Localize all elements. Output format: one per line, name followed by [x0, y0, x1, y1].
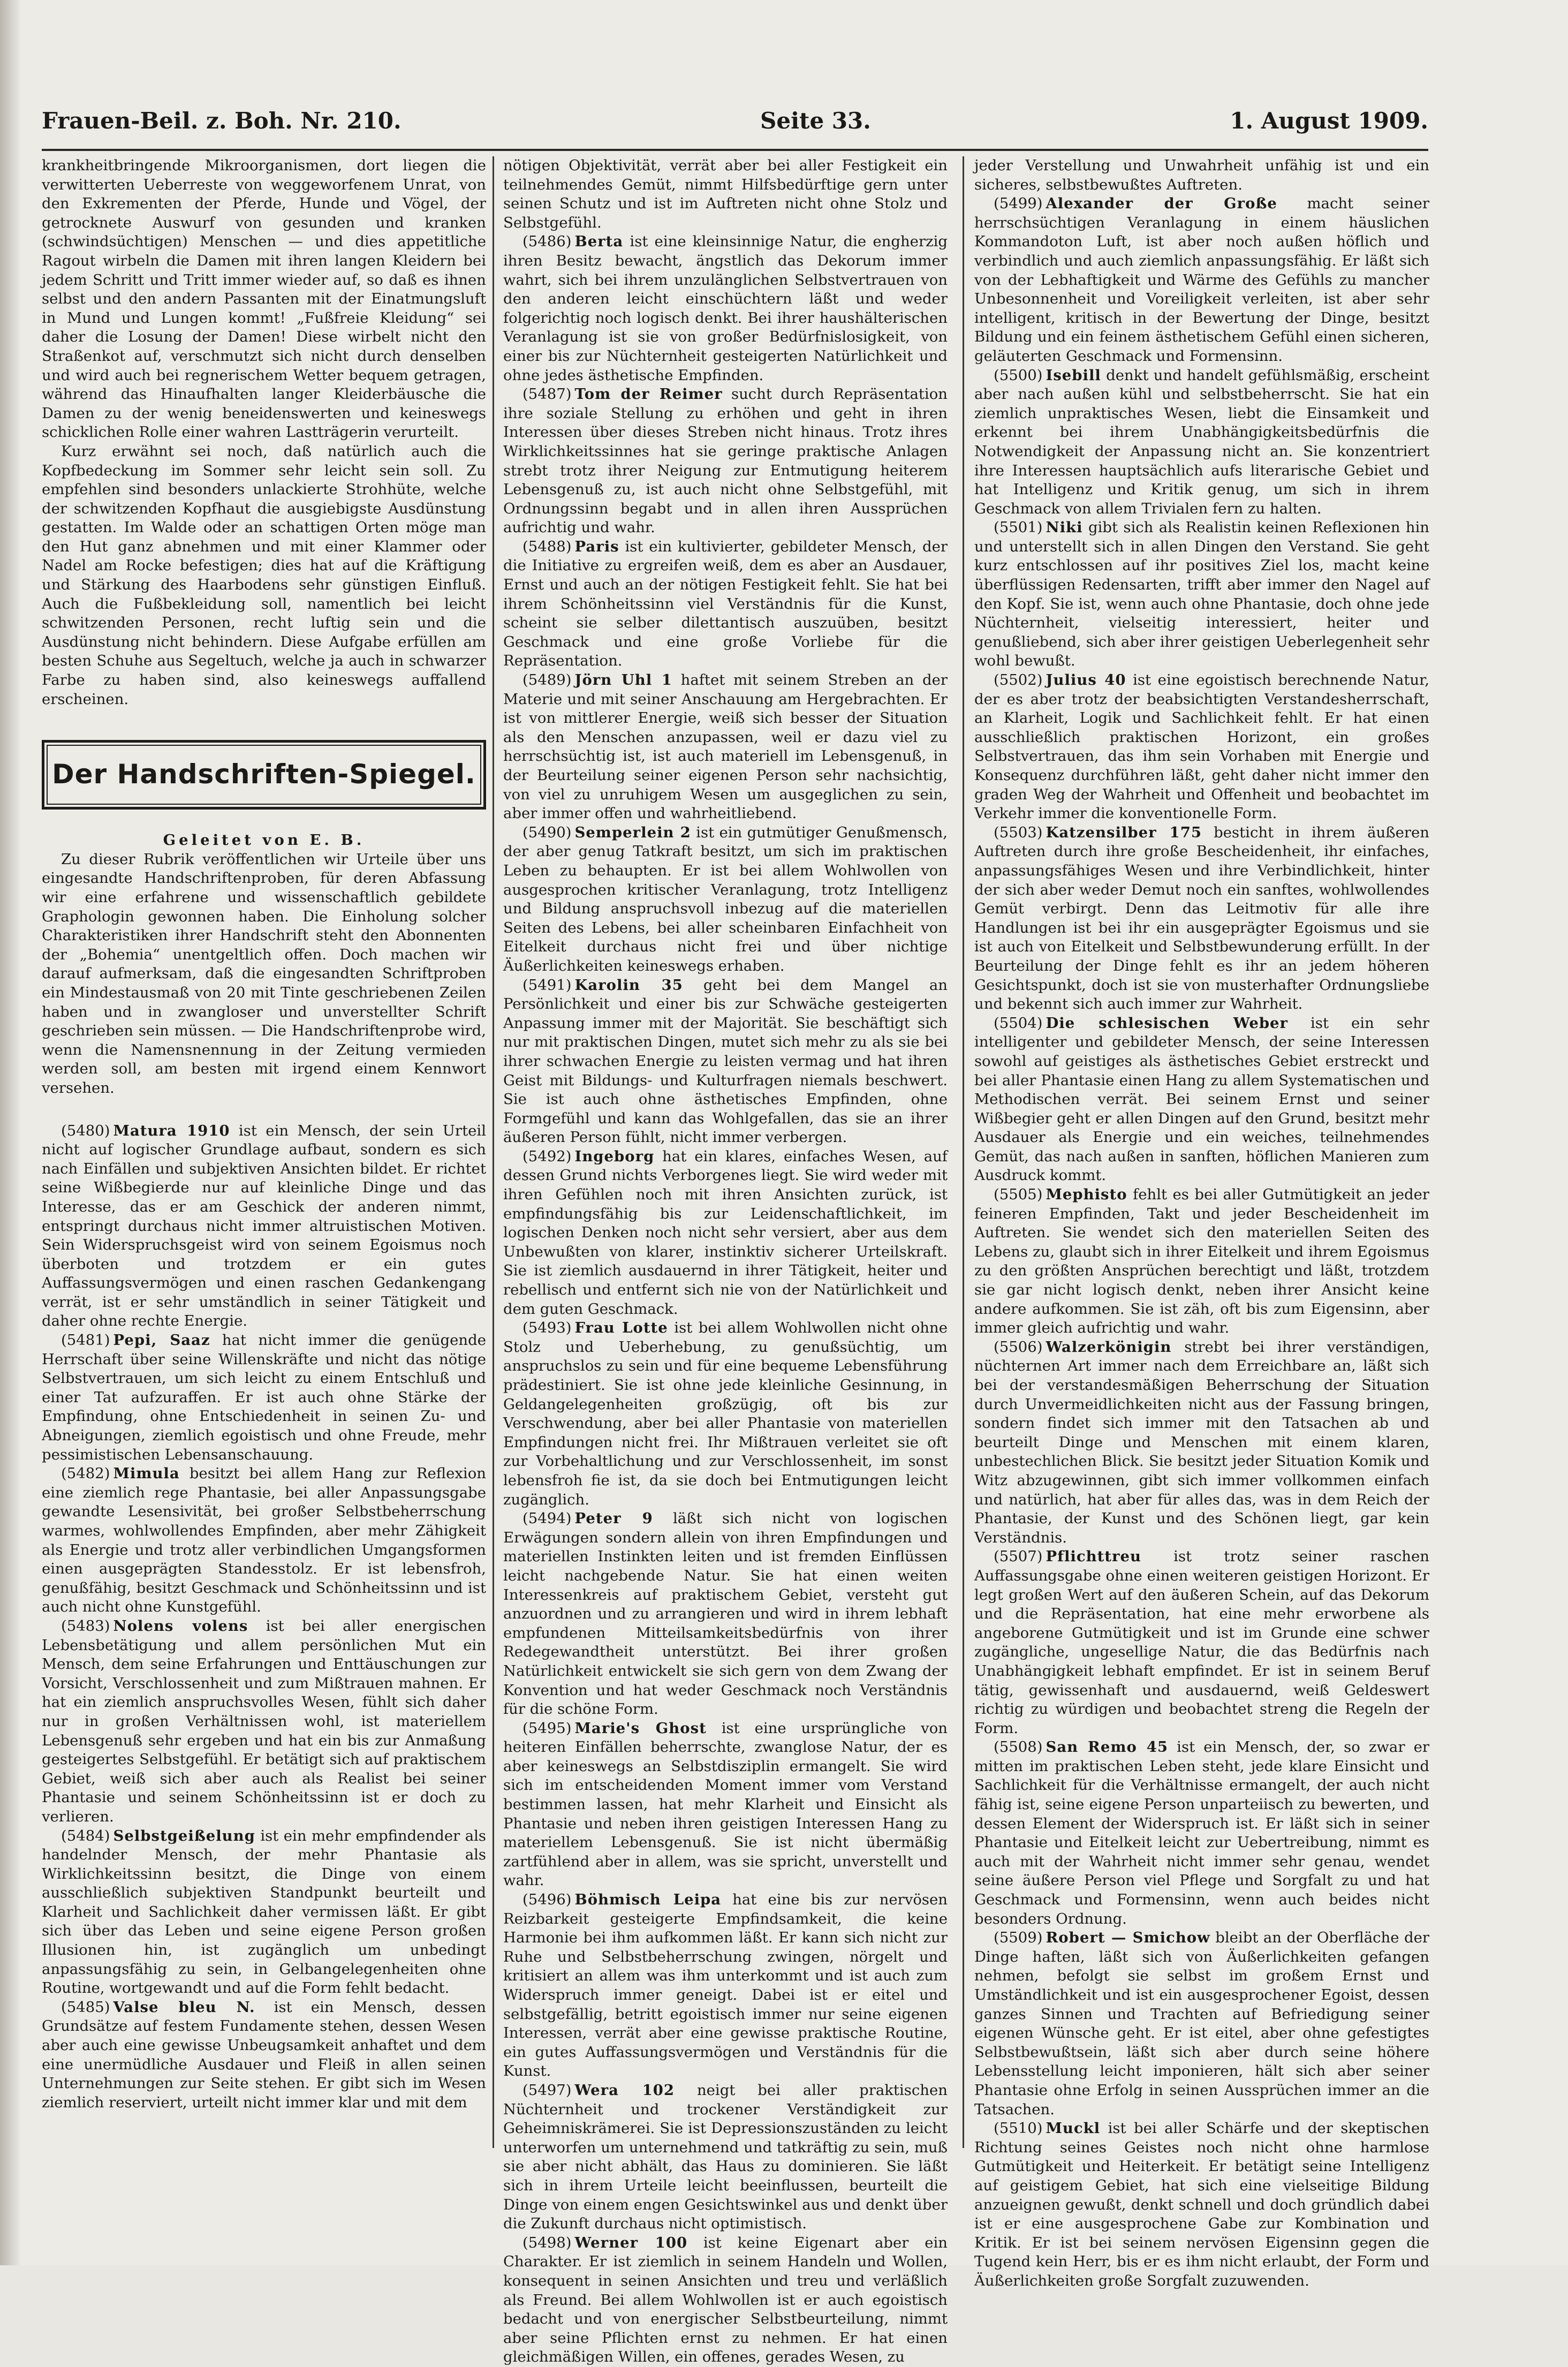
- entry-number: (5488): [522, 538, 572, 555]
- handwriting-entry: [503, 1147, 948, 1319]
- entry-number: (5507): [994, 1548, 1043, 1566]
- column-1: [42, 156, 486, 2112]
- entry-codename: Robert — Smichow: [1046, 1929, 1210, 1947]
- entry-codename: Muckl: [1046, 2120, 1101, 2137]
- handwriting-entry: [503, 1890, 948, 2081]
- entry-codename: Peter 9: [574, 1510, 653, 1527]
- entry-number: (5497): [522, 2081, 572, 2099]
- entry-codename: Matura 1910: [113, 1122, 230, 1139]
- entry-text: ist eine ursprüngliche von heiteren Einfällen beherrschte, zwanglose Natur, der es aber keineswegs an Selbstdisziplin ermangelt. Sie wird sich im entscheidenden Moment immer vom Verstand bestimmen lassen, hat mehr Klarheit und Einsicht als Phantasie und neben ihren geistigen Interessen Hang zu materiellem Lebensgenuß. Sie ist nicht übermäßig zartfühlend aber in allem, was sie spricht, unverstellt und wahr.: [503, 1719, 948, 1889]
- entry-number: (5499): [994, 195, 1043, 213]
- header-page-number: Seite 33.: [760, 107, 871, 134]
- handwriting-entry: [974, 1338, 1429, 1548]
- entry-text: bleibt an der Oberfläche der Dinge haften, läßt sich von Äußerlichkeiten gefangen nehmen, befolgt sie selbst im großem Ernst und Umständlichkeit und ist ein ausgesprochener Egoist, dessen ganzes Sinnen und Trachten auf Befriedigung seiner eigenen Wünsche geht. Er ist eitel, aber ohne gefestigtes Selbstbewußtsein, läßt sich aber durch seine höhere Lebensstellung leicht imponieren, hält sich aber seiner Phantasie ohne Erfolg in seinen Aussprüchen immer an die Tatsachen.: [974, 1929, 1430, 2118]
- handwriting-entry: [503, 538, 948, 671]
- entry-number: (5484): [61, 1827, 110, 1844]
- column-2: [503, 156, 948, 2367]
- entry-text: ist trotz seiner raschen Auffassungsgabe ohne einen weiteren geistigen Horizont. Er legt großen Wert auf den äußeren Schein, auf das Dekorum und die Repräsentation, hat eine mehr erworbene als angeborene Gutmütigkeit und ist im Grunde eine schwer zugängliche, ungesellige Natur, die das Bedürfnis nach Unabhängigkeit lebhaft empfindet. Er ist in seinem Beruf tätig, gewissenhaft und ausdauernd, weiß Geldeswert richtig zu würdigen und beobachtet streng die Regeln der Form.: [974, 1548, 1429, 1737]
- entry-number: (5485): [61, 1998, 110, 2016]
- entry-text: ist ein gutmütiger Genußmensch, der aber genug Tatkraft besitzt, um sich im praktischen Leben zu behaupten. Er ist bei allem Wohlwollen von ausgesprochen kritischer Veranlagung, trotz Intelligenz und Bildung anspruchsvoll inbezug auf die materiellen Seiten des Lebens, bei aller scheinbaren Einfachheit von Eitelkeit durchaus nicht frei und über nichtige Äußerlichkeiten keineswegs erhaben.: [503, 823, 948, 974]
- entry-codename: Mephisto: [1046, 1186, 1127, 1204]
- entry-text: fehlt es bei aller Gutmütigkeit an jeder feineren Empfinden, Takt und jeder Bescheidenheit im Auftreten. Sie wendet sich den materiellen Seiten des Lebens zu, glaubt sich in ihrer Eitelkeit und ihrem Egoismus zu den größten Ansprüchen berechtigt und läßt, trotzdem sie gar nicht logisch denkt, neben ihrer Ansicht keine andere aufkommen. Sie ist zäh, oft bis zum Eigensinn, aber immer gleich aufrichtig und wahr.: [974, 1186, 1429, 1337]
- entry-number: (5503): [994, 823, 1043, 841]
- article-paragraph: Kurz erwähnt sei noch, daß natürlich auch die Kopfbedeckung im Sommer sehr leicht sein soll. Zu empfehlen sind besonders unlackierte Strohhüte, welche der schwitzenden Kopfhaut die ausgiebigste Ausdünstung gestatten. Im Walde oder an schattigen Orten möge man den Hut ganz abnehmen und mit einer Klammer oder Nadel am Rocke befestigen; dies hat auf die Kräftigung und Stärkung des Haarbodens sehr günstigen Einfluß. Auch die Fußbekleidung soll, namentlich bei leicht schwitzenden Personen, recht luftig sein und die Ausdünstung nicht behindern. Diese Aufgabe erfüllen am besten Schuhe aus Segeltuch, welche ja auch in schwarzer Farbe zu haben sind, also keineswegs auffallend erscheinen.: [42, 442, 486, 708]
- entry-codename: Böhmisch Leipa: [574, 1891, 722, 1909]
- entry-number: (5495): [522, 1719, 572, 1737]
- entry-number: (5491): [522, 976, 572, 994]
- entry-codename: Niki: [1046, 519, 1083, 536]
- entry-text: hat eine bis zur nervösen Reizbarkeit gesteigerte Empfindsamkeit, die keine Harmonie bei ihm aufkommen läßt. Er kann sich nicht zur Ruhe und Selbstbeherrschung zwingen, nörgelt und kritisiert an allem was ihm unterkommt und ist auch zum Widerspruch immer geneigt. Dabei ist er eitel und selbstgefällig, betritt egoistisch immer nur seine eigenen Interessen, verrät aber eine gewisse praktische Routine, ein gutes Auffassungsvermögen und Verständnis für die Kunst.: [503, 1891, 948, 2080]
- entry-number: (5492): [522, 1147, 572, 1165]
- section-heading-box: [42, 740, 486, 810]
- entry-number: (5501): [994, 519, 1043, 536]
- page-header: [42, 102, 1428, 139]
- handwriting-entry: [974, 671, 1429, 823]
- entry-continuation: nötigen Objektivität, verrät aber bei aller Festigkeit ein teilnehmendes Gemüt, nimmt Hilfsbedürftige gern unter seinen Schutz und ist im Auftreten nicht ohne Stolz und Selbstgefühl.: [503, 157, 948, 231]
- handwriting-entry: [42, 1827, 486, 1998]
- entry-text: besticht in ihrem äußeren Auftreten durch ihre große Bescheidenheit, ihr einfaches, anpassungsfähiges Wesen und ihre Verbindlichkeit, hinter der sich aber weder Demut noch ein sanftes, wohlwollendes Gemüt verbirgt. Denn das Leitmotiv für alle ihre Handlungen ist bei ihr ein ausgeprägter Egoismus und sie ist auch von Eitelkeit und Selbstbewunderung erfüllt. In der Beurteilung der Dinge fehlt es ihr an jedem höheren Gesichtspunkt, doch ist sie von musterhafter Ordnungsliebe und bekennt sich auch immer zur Wahrheit.: [974, 823, 1429, 1013]
- entry-text: sucht durch Repräsentation ihre soziale Stellung zu erhöhen und geht in ihren Interessen über dieses Streben nicht hinaus. Trotz ihres Wirklichkeitssinnes hat sie geringe praktische Anlagen strebt trotz ihrer Neigung zur Entmutigung heiterem Lebensgenuß zu, ist auch nicht ohne Selbstgefühl, mit Ordnungssinn begabt und in allen ihren Aussprüchen aufrichtig und wahr.: [503, 385, 948, 536]
- header-rule: [42, 149, 1428, 151]
- entry-text: ist ein Mensch, der, so zwar er mitten im praktischen Leben steht, jede klare Einsicht und Sachlichkeit für die Verhältnisse ermangelt, der auch nicht fähig ist, seine eigene Person unparteiisch zu bewerten, und dessen Element der Widerspruch ist. Er läßt sich in seiner Phantasie und Eitelkeit leicht zur Uebertreibung, nimmt es auch mit der Wahrheit nicht immer sehr genau, wendet seine äußere Person viel Pflege und Sorgfalt zu und hat Geschmack und Formensinn, wenn auch beides nicht besonders Ordnung.: [974, 1738, 1429, 1927]
- column-rule-1: [493, 156, 494, 2148]
- page-edge-shadow: [0, 0, 21, 2265]
- entry-codename: Frau Lotte: [574, 1319, 668, 1337]
- entry-text: ist eine kleinsinnige Natur, die engherzig ihren Besitz bewacht, ängstlich das Dekorum immer wahrt, sich bei ihrem unzulänglichen Selbstvertrauen von den anderen leicht einschüchtern läßt und weder folgerichtig noch logisch denkt. Bei ihrer haushälterischen Veranlagung ist sie von großer Bedürfnislosigkeit, von einer bis zur Nüchternheit gesteigerten Natürlichkeit und ohne jedes ästhetische Empfinden.: [503, 233, 948, 384]
- entry-text: strebt bei ihrer verständigen, nüchternen Art immer nach dem Erreichbare an, läßt sich bei der verstandesmäßigen Beherrschung der Situation durch Unvermeidlichkeiten nicht aus der Fassung bringen, sondern findet sich immer mit den Tatsachen ab und beurteilt Dinge und Menschen mit einem klaren, unbestechlichen Blick. Sie besitzt jeder Situation Komik und Witz abzugewinnen, gibt sich immer vollkommen einfach und natürlich, hat aber für alles das, was in dem Reich der Phantasie, der Kunst und des Schönen liegt, gar kein Verständnis.: [974, 1338, 1429, 1546]
- entry-text: ist ein kultivierter, gebildeter Mensch, der die Initiative zu ergreifen weiß, dem es aber an Ausdauer, Ernst und auch an der nötigen Festigkeit fehlt. Sie hat bei ihrem Schönheitssinn viel Verständnis für die Kunst, scheint sie selber dilettantisch auszuüben, besitzt Geschmack und eine große Vorliebe für die Repräsentation.: [503, 538, 948, 670]
- entry-text: ist ein sehr intelligenter und gebildeter Mensch, der seine Interessen sowohl auf geistiges als ästhetisches Gebiet erstreckt und bei aller Phantasie einen Hang zu allem Systematischen und Methodischen verrät. Bei seinem Ernst und seiner Wißbegier geht er allen Dingen auf den Grund, besitzt mehr Ausdauer als Energie und ein weiches, teilnehmendes Gemüt, das nach außen in sanften, höflichen Manieren zum Ausdruck kommt.: [974, 1014, 1430, 1184]
- handwriting-entry: [42, 1122, 486, 1332]
- handwriting-entry: [974, 1547, 1429, 1738]
- handwriting-entry: [503, 976, 948, 1147]
- entry-codename: Semperlein 2: [574, 823, 691, 841]
- entry-text: ist ein Mensch, dessen Grundsätze auf festem Fundamente stehen, dessen Wesen aber auch eine gewisse Unbeugsamkeit anhaftet und dem eine unermüdliche Ausdauer und Fleiß in allen seinen Unternehmungen zur Seite stehen. Er gibt sich im Wesen ziemlich reserviert, urteilt nicht immer klar und mit dem: [42, 1998, 486, 2111]
- entry-text: ist bei allem Wohlwollen nicht ohne Stolz und Ueberhebung, zu genußsüchtig, um anspruchslos zu sein und für eine bequeme Lebensführung prädestiniert. Sie ist ohne jede kleinliche Gesinnung, in Geldangelegenheiten großzügig, oft bis zur Verschwendung, aber bei aller Phantasie von materiellen Empfindungen nicht frei. Ihr Mißtrauen verleitet sie oft zur Vorbehaltlichung und zur Verschlossenheit, im sonst lebensfroh fie ist, da sie doch bei Entmutigungen leicht zugänglich.: [503, 1319, 948, 1508]
- entry-number: (5505): [994, 1186, 1043, 1204]
- entry-list: [42, 1122, 486, 2113]
- entry-text: hat nicht immer die genügende Herrschaft über seine Willenskräfte und nicht das nötige Selbstvertrauen, um sich leicht zu einem Entschluß und einer Tat aufzuraffen. Er ist auch ohne Stärke der Empfindung, ohne Entschiedenheit in seinen Zu- und Abneigungen, ziemlich egoistisch und ohne Freude, mehr pessimistischen Lebensanschauung.: [42, 1332, 487, 1463]
- handwriting-entry: [42, 1464, 486, 1617]
- entry-codename: Ingeborg: [574, 1147, 655, 1165]
- handwriting-entry: [503, 1509, 948, 1719]
- entry-number: (5508): [994, 1738, 1043, 1756]
- entry-number: (5506): [994, 1338, 1043, 1356]
- entry-codename: Werner 100: [574, 2234, 688, 2251]
- entry-number: (5482): [61, 1465, 110, 1483]
- section-intro: Zu dieser Rubrik veröffentlichen wir Urteile über uns eingesandte Handschriftenproben, für deren Abfassung wir eine erfahrene und wissenschaftlich gebildete Graphologin gewonnen haben. Die Einholung solcher Charakteristiken ihrer Handschrift steht den Abonnenten der „Bohemia“ unentgeltlich offen. Doch machen wir darauf aufmerksam, daß die eingesandten Schriftproben ein Mindestausmaß von 20 mit Tinte geschriebenen Zeilen haben und in zwangloser und unverstellter Schrift geschrieben sein müssen. — Die Handschriftenprobe wird, wenn die Namensnennung in der Zeitung vermieden werden soll, am besten mit irgend einem Kennwort versehen.: [42, 850, 486, 1096]
- handwriting-entry: [503, 2081, 948, 2234]
- handwriting-entry: [503, 2234, 948, 2367]
- entry-number: (5486): [522, 233, 572, 251]
- handwriting-entry: [503, 671, 948, 823]
- entry-codename: Die schlesischen Weber: [1046, 1014, 1289, 1032]
- entry-number: (5500): [994, 366, 1043, 384]
- entry-text: ist keine Eigenart aber ein Charakter. Er ist ziemlich in seinem Handeln und Wollen, konsequent in seinen Ansichten und treu und verläßlich als Freund. Bei allem Wohlwollen ist er auch egoistisch bedacht und von energischer Selbstbeurteilung, nimmt aber seine Pflichten ernst zu nehmen. Er hat einen gleichmäßigen Willen, ein offenes, gerades Wesen, zu: [503, 2234, 948, 2366]
- handwriting-entry: [503, 1719, 948, 1890]
- entry-text: ist bei aller Schärfe und der skeptischen Richtung seines Geistes noch nicht ohne harmlose Gutmütigkeit und Heiterkeit. Er betätigt seine Intelligenz auf geistigem Gebiet, hat sich eine vielseitige Bildung anzueignen gewußt, denkt schnell und doch gründlich dabei ist er eine ausgesprochene Gabe zur Kombination und Kritik. Er ist bei seinem nervösen Eigensinn gegen die Tugend kein Herr, bis er es ihm nicht erlaubt, der Form und Äußerlichkeiten große Sorgfalt zuzuwenden.: [974, 2120, 1429, 2289]
- entry-codename: Pepi, Saaz: [113, 1332, 210, 1349]
- entry-text: läßt sich nicht von logischen Erwägungen sondern allein von ihren Empfindungen und materiellen Instinkten leiten und ist fremden Einflüssen leicht nachgebende Natur. Sie hat einen weiten Interessenkreis auf praktischem Gebiet, versteht gut anzuordnen und zu arrangieren und wird in ihrem lebhaft empfundenen Mitteilsamkeitsbedürfnis von ihrer Redegewandtheit unterstützt. Bei ihrer großen Natürlichkeit entwickelt sie sich gern von dem Zwang der Konvention und hat weder Geschmack noch Verständnis für die schöne Form.: [503, 1510, 948, 1718]
- header-publication: Frauen-Beil. z. Boh. Nr. 210.: [42, 107, 402, 134]
- entry-codename: Mimula: [113, 1465, 180, 1483]
- handwriting-entry: [503, 1319, 948, 1509]
- entry-text: ist ein Mensch, der sein Urteil nicht auf logischer Grundlage aufbaut, sondern es sich nach Einfällen und subjektiven Ansichten bildet. Er richtet seine Wißbegierde nur auf kleinliche Dinge und das Interesse, das er am Geschick der anderen nimmt, entspringt durchaus nicht immer altruistischen Motiven. Sein Widerspruchsgeist wird von seinem Egoismus noch überboten und trotzdem er ein gutes Auffassungsvermögen und einen raschen Gedankengang verrät, ist er sehr umständlich in seiner Tätigkeit und daher ohne rechte Energie.: [42, 1122, 486, 1330]
- entry-codename: Jörn Uhl 1: [574, 671, 672, 689]
- entry-codename: Marie's Ghost: [574, 1719, 707, 1737]
- handwriting-entry: [974, 1738, 1429, 1929]
- handwriting-entry: [974, 194, 1429, 366]
- handwriting-entry: [503, 232, 948, 385]
- header-date: 1. August 1909.: [1230, 107, 1428, 134]
- handwriting-entry: [42, 1617, 486, 1827]
- entry-number: (5487): [522, 385, 572, 403]
- section-heading-inner: [47, 745, 481, 805]
- section-byline: Geleitet von E. B.: [163, 831, 365, 849]
- entry-text: ist ein mehr empfindender als handelnder Mensch, der mehr Phantasie als Wirklichkeitssinn besitzt, die Dinge von einem ausschließlich subjektiven Standpunkt beurteilt und Klarheit und Sachlichkeit daher vermissen läßt. Er gibt sich über das Leben und seine eigene Person großen Illusionen hin, ist zugänglich um unbedingt anpassungsfähig zu sein, in Gelbangelegenheiten ohne Routine, wortgewandt und auf die Form fehlt bedacht.: [42, 1827, 486, 1997]
- entry-codename: Paris: [574, 538, 619, 555]
- entry-number: (5494): [522, 1510, 572, 1527]
- handwriting-entry: [974, 1929, 1429, 2119]
- handwriting-entry: [974, 1014, 1429, 1185]
- entry-text: macht seiner herrschsüchtigen Veranlagung in einem häuslichen Kommandoton Luft, ist aber noch außen höflich und verbindlich und auch ziemlich anpassungsfähig. Er läßt sich von der Lebhaftigkeit und Wärme des Gefühls zu mancher Unbesonnenheit und Voreiligkeit verleiten, ist aber sehr intelligent, kritisch in der Bewertung der Dinge, besitzt Bildung und ein feinem ästhetischem Gefühl einen sicheren, geläuterten Geschmack und Formensinn.: [974, 195, 1429, 365]
- handwriting-entry: [974, 366, 1429, 519]
- entry-number: (5480): [61, 1122, 110, 1139]
- handwriting-entry: [503, 823, 948, 976]
- entry-codename: Walzerkönigin: [1046, 1338, 1172, 1356]
- handwriting-entry: [974, 518, 1429, 671]
- entry-number: (5496): [522, 1891, 572, 1909]
- entry-number: (5493): [522, 1319, 572, 1337]
- entry-number: (5481): [61, 1332, 110, 1349]
- entry-codename: Pflichttreu: [1046, 1548, 1141, 1566]
- article-paragraph: krankheitbringende Mikroorganismen, dort liegen die verwitterten Ueberreste von weggeworfenem Unrat, von den Exkrementen der Pferde, Hunde und Vögel, der getrocknete Auswurf von gesunden und kranken (schwindsüchtigen) Menschen — und dies appetitliche Ragout wirbeln die Damen mit ihren langen Kleidern bei jedem Schritt und Tritt immer wieder auf, so daß es ihnen selbst und den andern Passanten mit der Einatmungsluft in Mund und Lungen kommt! „Fußfreie Kleidung“ sei daher die Losung der Damen! Diese wirbelt nicht den Straßenkot auf, verschmutzt sich nicht durch denselben und wird auch bei regnerischem Wetter bequem getragen, während das Hinaufhalten langer Kleiderbäusche die Damen zu der wenig beneidenswerten und keineswegs schicklichen Rolle einer wahren Lastträgerin verurteilt.: [42, 157, 486, 441]
- entry-text: denkt und handelt gefühlsmäßig, erscheint aber nach außen kühl und selbstbeherrscht. Sie hat ein ziemlich unpraktisches Wesen, liebt die Einsamkeit und erkennt bei ihrem Unabhängigkeitsbedürfnis die Notwendigkeit der Anpassung nicht an. Sie konzentriert ihre Interessen hauptsächlich aufs literarische Gebiet und hat Intelligenz und Kritik genug, um sich in ihrem Geschmack von allem Trivialen fern zu halten.: [974, 366, 1429, 517]
- entry-codename: Valse bleu N.: [113, 1998, 255, 2016]
- column-rule-2: [963, 156, 964, 2148]
- entry-continuation: jeder Verstellung und Unwahrheit unfähig ist und ein sicheres, selbstbewußtes Auftreten.: [974, 157, 1429, 193]
- entry-codename: Alexander der Große: [1046, 195, 1277, 213]
- entry-text: ist eine egoistisch berechnende Natur, der es aber trotz der beabsichtigten Verstandesherrschaft, an Klarheit, Logik und Sachlichkeit fehlt. Er hat einen ausschließlich praktischen Horizont, ein großes Selbstvertrauen, das ihm sein Vorhaben mit Energie und Konsequenz durchführen läßt, geht daher nicht immer den graden Weg der Wahrheit und Offenheit und beobachtet im Verkehr immer die konventionelle Form.: [974, 671, 1429, 822]
- entry-codename: Isebill: [1046, 366, 1101, 384]
- entry-text: besitzt bei allem Hang zur Reflexion eine ziemlich rege Phantasie, bei aller Anpassungsgabe gewandte Lesensivität, bei großer Selbstbeherrschung warmes, wohlwollendes Empfinden, aber mehr Zähigkeit als Energie und trotz aller verbindlichen Umgangsformen einen ausgeprägten Standesstolz. Er ist lebensfroh, genußfähig, besitzt Geschmack und Schönheitssinn und ist auch nicht ohne Kunstgefühl.: [42, 1465, 486, 1616]
- entry-codename: Julius 40: [1046, 671, 1126, 689]
- section-title: Der Handschriften-Spiegel.: [52, 759, 476, 790]
- entry-codename: Katzensilber 175: [1046, 823, 1202, 841]
- entry-number: (5498): [522, 2234, 572, 2251]
- entry-codename: Berta: [574, 233, 624, 251]
- entry-codename: Karolin 35: [574, 976, 683, 994]
- entry-text: geht bei dem Mangel an Persönlichkeit und einer bis zur Schwäche gesteigerten Anpassung immer mit der Majorität. Sie beschäftigt sich nur mit praktischen Dingen, mutet sich mehr zu als sie bei ihrer schwachen Energie zu leisten vermag und hat ihren Geist mit Bildungs- und Kulturfragen niemals beschwert. Sie ist auch ohne ästhetisches Empfinden, ohne Formgefühl und kann das Wohlgefallen, das sie an ihrer äußeren Person fühlt, nicht immer verbergen.: [503, 976, 948, 1146]
- entry-text: gibt sich als Realistin keinen Reflexionen hin und unterstellt sich in allen Dingen den Verstand. Sie geht kurz entschlossen auf ihr positives Ziel los, macht keine überflüssigen Redensarten, trifft aber immer den Nagel auf den Kopf. Sie ist, wenn auch ohne Phantasie, doch ohne jede Nüchternheit, vielseitig interessiert, heiter und genußliebend, sich aber ihrer geistigen Ueberlegenheit sehr wohl bewußt.: [974, 519, 1430, 670]
- entry-list: [974, 194, 1429, 2290]
- entry-number: (5490): [522, 823, 572, 841]
- column-3: [974, 156, 1429, 2291]
- entry-text: haftet mit seinem Streben an der Materie und mit seiner Anschauung am Hergebrachten. Er ist von mittlerer Energie, weiß sich besser der Situation als den Menschen anzupassen, weil er dazu viel zu herrschsüchtig ist, ist auch materiell im Lebensgenuß, in der Beurteilung seiner eigenen Person sehr nachsichtig, von viel zu unruhigem Wesen um ausgeglichen zu sein, aber immer offen und wahrheitliebend.: [503, 671, 948, 822]
- entry-number: (5483): [61, 1617, 110, 1635]
- entry-number: (5509): [994, 1929, 1043, 1947]
- entry-codename: Wera 102: [574, 2081, 675, 2099]
- entry-codename: Selbstgeißelung: [113, 1827, 255, 1844]
- entry-list: [503, 232, 948, 2367]
- handwriting-entry: [42, 1998, 486, 2113]
- entry-text: neigt bei aller praktischen Nüchternheit und trockener Verständigkeit zur Geheimniskrämerei. Sie ist Depressionszuständen zu leicht unterworfen um unternehmend und tatkräftig zu sein, muß sie aber nicht abhält, das Haus zu dominieren. Sie läßt sich in ihrem Urteile leicht beeinflussen, beurteilt die Dinge von einem engen Gesichtswinkel aus und denkt über die Zukunft durchaus nicht optimistisch.: [503, 2081, 948, 2233]
- entry-number: (5502): [994, 671, 1043, 689]
- entry-number: (5504): [994, 1014, 1043, 1032]
- handwriting-entry: [503, 385, 948, 538]
- entry-number: (5510): [994, 2120, 1043, 2137]
- handwriting-entry: [974, 1185, 1429, 1338]
- entry-codename: Nolens volens: [113, 1617, 248, 1635]
- handwriting-entry: [42, 1331, 486, 1464]
- entry-codename: San Remo 45: [1046, 1738, 1169, 1756]
- entry-text: ist bei aller energischen Lebensbetätigung und allem persönlichen Mut ein Mensch, dem seine Erfahrungen und Enttäuschungen zur Vorsicht, Verschlossenheit und zum Mißtrauen mahnen. Er hat ein ziemlich anspruchsvolles Wesen, fühlt sich daher nur in großen Verhältnissen wohl, ist materiellem Lebensgenuß sehr ergeben und hat ein bis zur Anmaßung gesteigertes Selbstgefühl. Er betätigt sich auf praktischem Gebiet, weiß sich aber auch als Realist bei seiner Phantasie und seinem Schönheitssinn ist er doch zu verlieren.: [42, 1617, 486, 1825]
- entry-codename: Tom der Reimer: [574, 385, 723, 403]
- entry-text: hat ein klares, einfaches Wesen, auf dessen Grund nichts Verborgenes liegt. Sie wird weder mit ihren Gefühlen noch mit ihren Ansichten zurück, ist empfindungsfähig bis zur Leidenschaftlichkeit, im logischen Denken noch nicht sehr versiert, aber aus dem Unbewußten von klarer, instinktiv sicherer Urteilskraft. Sie ist ziemlich ausdauernd in ihrer Tätigkeit, heiter und rebellisch und entfernt sich nie von der Natürlichkeit und dem guten Geschmack.: [503, 1147, 948, 1318]
- entry-number: (5489): [522, 671, 572, 689]
- handwriting-entry: [974, 2119, 1429, 2290]
- handwriting-entry: [974, 823, 1429, 1014]
